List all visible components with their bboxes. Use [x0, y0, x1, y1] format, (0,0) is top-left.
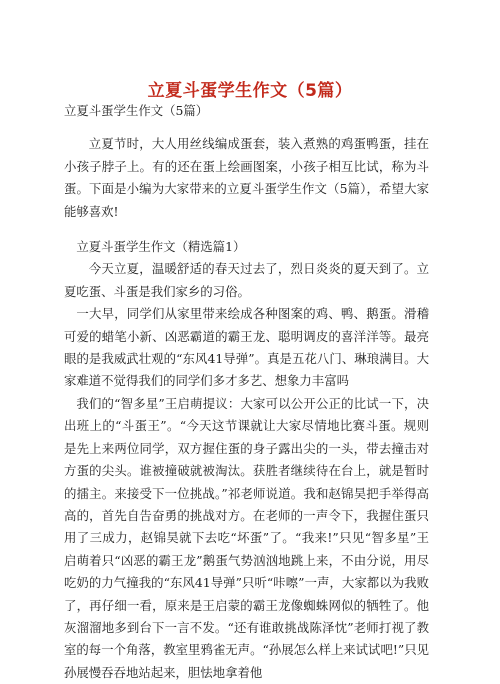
section-heading: 立夏斗蛋学生作文（精选篇1） — [76, 239, 246, 255]
document-subtitle: 立夏斗蛋学生作文（5篇） — [64, 103, 209, 118]
document-title: 立夏斗蛋学生作文（5篇） — [147, 81, 353, 101]
intro-paragraph: 立夏节时，大人用丝线编成蛋套，装入煮熟的鸡蛋鸭蛋，挂在小孩子脖子上。有的还在蛋上绘画图案，小孩子相互比试，称为斗蛋。下面是小编为大家带来的立夏斗蛋学生作文（5篇），希望大家能够喜欢! — [64, 136, 429, 219]
body-paragraph: 今天立夏，温暖舒适的春天过去了，烈日炎炎的夏天到了。立夏吃蛋、斗蛋是我们家乡的习俗。 — [64, 261, 429, 299]
document-body — [64, 100, 429, 684]
body-paragraph: 一大早，同学们从家里带来绘成各种图案的鸡、鸭、鹅蛋。滑稽可爱的蜡笔小新、凶恶霸道的霸王龙、聪明调皮的喜洋洋等。最亮眼的是我威武壮观的“东风41导弹”。真是五花八门、琳琅满目。大家难道不觉得我们的同学们多才多艺、想象力丰富吗 — [64, 306, 429, 389]
body-paragraph: 我们的“智多星”王启萌提议：大家可以公开公正的比试一下，决出班上的“斗蛋王”。“今天这节课就让大家尽情地比赛斗蛋。规则是先上来两位同学，双方握住蛋的身子露出尖的一头，带去撞击对方蛋的尖头。谁被撞破就被淘汰。获胜者继续待在台上，就是暂时的擂主。来接受下一位挑战。”祁老师说道。我和赵锦昊把手举得高高的，首先自告奋勇的挑战对方。在老师的一声令下，我握住蛋只用了三成力，赵锦昊就下去吃“坏蛋”了。“我来!”只见“智多星”王启萌着只“凶恶的霸王龙”鹅蛋气势汹汹地跳上来，不由分说，用尽吃奶的力气撞我的“东风41导弹”只听“咔嚓”一声，大家都以为我败了，再仔细一看，原来是王启蒙的霸王龙像蜘蛛网似的牺牲了。他灰溜溜地多到台下一言不发。“还有谁敢挑战陈泽忱”老师打视了教室的每一个角落，教室里鸦雀无声。“孙展怎么样上来试试吧!”只见孙展慢吞吞地站起来，胆怯地拿着他 — [64, 395, 429, 680]
